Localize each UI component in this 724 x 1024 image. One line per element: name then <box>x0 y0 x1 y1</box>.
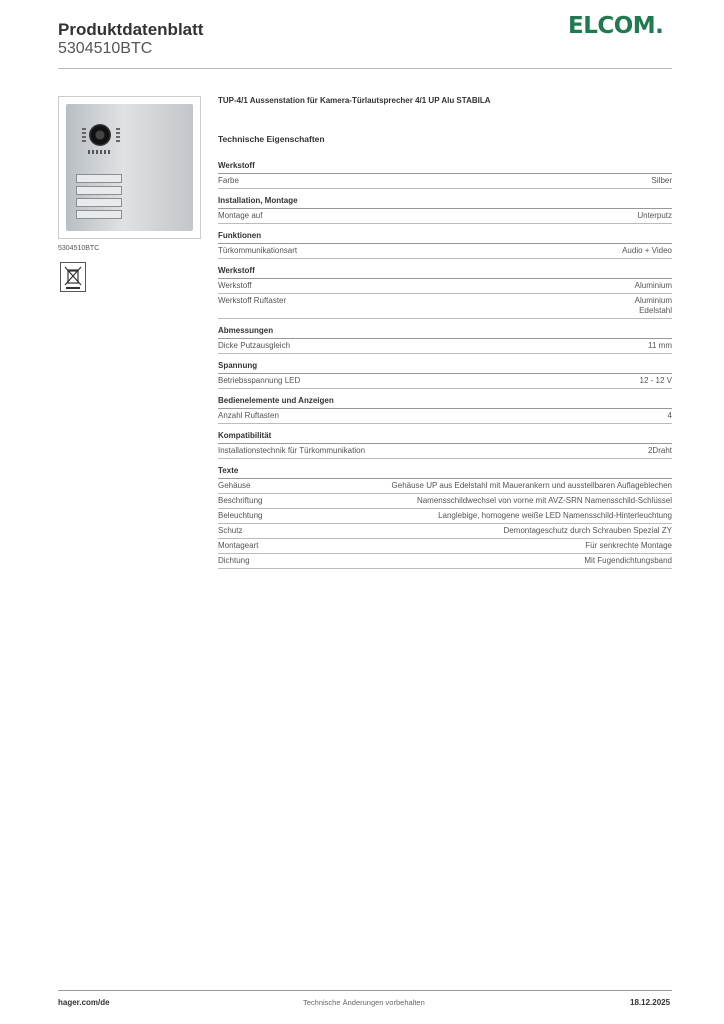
footer-note: Technische Änderungen vorbehalten <box>303 998 425 1007</box>
spec-value: Aluminium Edelstahl <box>634 296 672 315</box>
group-title: Installation, Montage <box>218 196 672 209</box>
spec-label: Gehäuse <box>218 481 251 490</box>
spec-row <box>218 244 672 259</box>
spec-label: Anzahl Ruftasten <box>218 411 279 420</box>
spec-value: Mit Fugendichtungsband <box>584 556 672 565</box>
spec-label: Montage auf <box>218 211 263 220</box>
image-caption: 5304510BTC <box>58 245 100 252</box>
spec-row <box>218 339 672 354</box>
ir-led-right <box>116 128 120 142</box>
group-title: Spannung <box>218 361 672 374</box>
spec-row <box>218 444 672 459</box>
spec-label: Betriebsspannung LED <box>218 376 301 385</box>
spec-label: Werkstoff <box>218 281 252 290</box>
call-button-1 <box>76 174 122 183</box>
footer-date: 18.12.2025 <box>630 998 671 1007</box>
spec-row <box>218 209 672 224</box>
group-title: Bedienelemente und Anzeigen <box>218 396 672 409</box>
spec-value: Aluminium <box>634 281 672 290</box>
call-button-2 <box>76 186 122 195</box>
crossed-bin-icon <box>60 262 86 292</box>
spec-row <box>218 494 672 509</box>
spec-label: Montageart <box>218 541 259 550</box>
spec-label: Installationstechnik für Türkommunikation <box>218 446 366 455</box>
spec-label: Beschriftung <box>218 496 263 505</box>
spec-groups <box>218 161 672 569</box>
group-title: Abmessungen <box>218 326 672 339</box>
ir-led-left <box>82 128 86 142</box>
door-station-panel <box>66 104 193 231</box>
group-title: Funktionen <box>218 231 672 244</box>
spec-label: Türkommunikationsart <box>218 246 298 255</box>
spec-row <box>218 279 672 294</box>
spec-row <box>218 374 672 389</box>
footer-site: hager.com/de <box>58 998 110 1007</box>
spec-content <box>218 96 672 569</box>
spec-row <box>218 524 672 539</box>
group-title: Werkstoff <box>218 266 672 279</box>
spec-row <box>218 554 672 569</box>
product-image <box>58 96 201 239</box>
spec-value: Audio + Video <box>622 246 672 255</box>
group-title: Kompatibilität <box>218 431 672 444</box>
spec-row <box>218 479 672 494</box>
spec-label: Farbe <box>218 176 239 185</box>
call-button-4 <box>76 210 122 219</box>
spec-value: Für senkrechte Montage <box>585 541 672 550</box>
footer-divider <box>58 990 672 991</box>
section-title: Technische Eigenschaften <box>218 134 325 144</box>
spec-value: 12 - 12 V <box>639 376 672 385</box>
spec-row <box>218 174 672 189</box>
spec-row <box>218 509 672 524</box>
spec-label: Dichtung <box>218 556 250 565</box>
spec-value: Langlebige, homogene weiße LED Namensschild-Hinterleuchtung <box>438 511 672 520</box>
spec-value: Gehäuse UP aus Edelstahl mit Mauerankern und ausstellbaren Auflageblechen <box>391 481 672 490</box>
speaker-grille <box>88 150 112 154</box>
spec-label: Schutz <box>218 526 243 535</box>
spec-value: 2Draht <box>647 446 672 455</box>
group-title: Texte <box>218 466 672 479</box>
call-button-3 <box>76 198 122 207</box>
page-title: Produktdatenblatt <box>58 20 204 39</box>
brand-logo: ELCOM. <box>568 13 664 39</box>
spec-row <box>218 539 672 554</box>
camera-lens-icon <box>89 124 111 146</box>
spec-value: 11 mm <box>648 341 672 350</box>
spec-label: Beleuchtung <box>218 511 263 520</box>
spec-value: 4 <box>667 411 672 420</box>
group-title: Werkstoff <box>218 161 672 174</box>
spec-row <box>218 409 672 424</box>
spec-row <box>218 294 672 319</box>
product-name: TUP-4/1 Aussenstation für Kamera-Türlautsprecher 4/1 UP Alu STABILA <box>218 96 491 105</box>
spec-value: Unterputz <box>637 211 672 220</box>
spec-value: Silber <box>651 176 672 185</box>
spec-value: Demontageschutz durch Schrauben Spezial ZY <box>503 526 672 535</box>
spec-value: Namensschildwechsel von vorne mit AVZ-SRN Namensschild-Schlüssel <box>416 496 672 505</box>
spec-label: Dicke Putzausgleich <box>218 341 291 350</box>
article-number: 5304510BTC <box>58 40 153 57</box>
header-divider <box>58 68 672 69</box>
spec-label: Werkstoff Ruftaster <box>218 296 287 305</box>
